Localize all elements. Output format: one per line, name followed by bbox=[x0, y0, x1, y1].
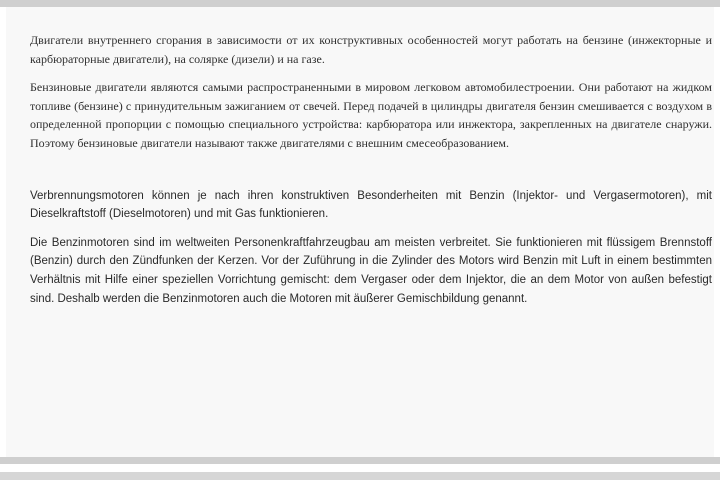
document-page bbox=[6, 7, 714, 457]
russian-paragraph-1: Двигатели внутреннего сгорания в зависимости от их конструктивных особенностей могут работать на бензине (инжекторные и карбюраторные двигатели), на солярке (дизели) и на газе. bbox=[30, 33, 712, 66]
russian-paragraph-2: Бензиновые двигатели являются самыми распространенными в мировом легковом автомобилестроении. Они работают на жидком топливе (бензине) с принудительным зажиганием от свечей. Перед подачей в цилиндры двигателя бензин смешивается с воздухом в определенной пропорции с помощью специального устройства: карбюратора или инжектора, закрепленных на двигателе снаружи. Поэтому бензиновые двигатели называют также двигателями с внешним смесеобразованием. bbox=[30, 80, 712, 150]
document-text bbox=[30, 31, 712, 308]
russian-section bbox=[30, 31, 712, 153]
german-paragraph-1: Verbrennungsmotoren können je nach ihren konstruktiven Besonderheiten mit Benzin (Injektor- und Vergasermotoren), mit Dieselkraftstoff (Dieselmotoren) und mit Gas funktionieren. bbox=[30, 189, 712, 221]
bottom-border bbox=[0, 457, 720, 464]
german-paragraph-2: Die Benzinmotoren sind im weltweiten Personenkraftfahrzeugbau am meisten verbreitet. Sie funktionieren mit flüssigem Brennstoff (Benzin) durch den Zündfunken der Kerzen. Vor der Zuführung in die Zylinder des Motors wird Benzin mit Luft in einem bestimmten Verhältnis mit Hilfe einer speziellen Vorrichtung gemischt: dem Vergaser oder dem Injektor, die an dem Motor von außen befestigt sind. Deshalb werden die Benzinmotoren auch die Motoren mit äußerer Gemischbildung genannt. bbox=[30, 236, 712, 305]
top-border bbox=[0, 0, 720, 7]
german-section bbox=[30, 187, 712, 309]
bottom-strip bbox=[0, 472, 720, 480]
